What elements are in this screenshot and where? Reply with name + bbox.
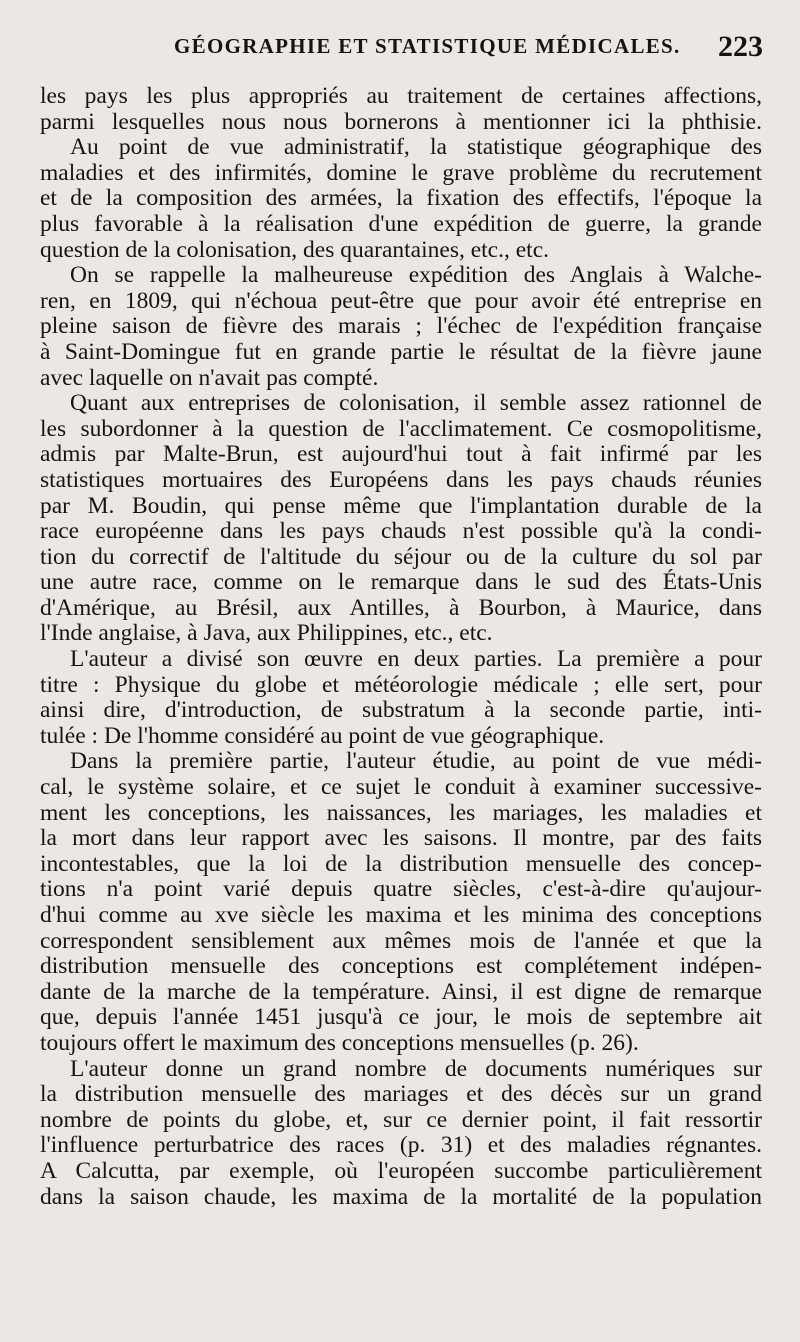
text-line: race européenne dans les pays chauds n'est possible qu'à la condi-	[40, 518, 762, 545]
text-line: toujours offert le maximum des conceptions mensuelles (p. 26).	[40, 1029, 639, 1056]
text-line: Au point de vue administratif, la statistique géographique des	[70, 134, 762, 161]
text-line: distribution mensuelle des conceptions est complétement indépen-	[40, 953, 762, 980]
text-line: cal, le système solaire, et ce sujet le conduit à examiner successive-	[40, 774, 762, 801]
page-number: 223	[718, 30, 763, 63]
text-line: pleine saison de fièvre des marais ; l'échec de l'expédition française	[40, 313, 762, 340]
text-line: plus favorable à la réalisation d'une expédition de guerre, la grande	[40, 210, 762, 237]
text-line: avec laquelle on n'avait pas compté.	[40, 364, 379, 391]
text-line: d'Amérique, au Brésil, aux Antilles, à Bourbon, à Maurice, dans	[40, 594, 762, 621]
page-header	[40, 30, 765, 68]
text-line: dante de la marche de la température. Ainsi, il est digne de remarque	[40, 978, 762, 1005]
text-line: tulée : De l'homme considéré au point de vue géographique.	[40, 722, 605, 749]
body-text	[40, 84, 762, 1210]
text-line: l'influence perturbatrice des races (p. 31) et des maladies régnantes.	[40, 1132, 762, 1159]
text-line: Quant aux entreprises de colonisation, il semble assez rationnel de	[70, 390, 762, 417]
text-line: tions n'a point varié depuis quatre siècles, c'est-à-dire qu'aujour-	[40, 876, 762, 903]
text-line: dans la saison chaude, les maxima de la mortalité de la population	[40, 1183, 762, 1210]
text-line: et de la composition des armées, la fixation des effectifs, l'époque la	[40, 185, 762, 212]
text-line: maladies et des infirmités, domine le grave problème du recrutement	[40, 159, 762, 186]
text-line: Dans la première partie, l'auteur étudie, au point de vue médi-	[70, 748, 762, 775]
text-line: statistiques mortuaires des Européens dans les pays chauds réunies	[40, 466, 762, 493]
text-line: à Saint-Domingue fut en grande partie le résultat de la fièvre jaune	[40, 338, 762, 365]
text-line: une autre race, comme on le remarque dans le sud des États-Unis	[40, 569, 762, 596]
text-line: ainsi dire, d'introduction, de substratum à la seconde partie, inti-	[40, 697, 762, 724]
text-line: la distribution mensuelle des mariages et des décès sur un grand	[40, 1081, 762, 1108]
text-line: les subordonner à la question de l'acclimatement. Ce cosmopolitisme,	[40, 415, 762, 442]
text-line: que, depuis l'année 1451 jusqu'à ce jour, le mois de septembre ait	[40, 1004, 762, 1031]
text-line: titre : Physique du globe et météorologie médicale ; elle sert, pour	[40, 671, 762, 698]
text-line: tion du correctif de l'altitude du séjour ou de la culture du sol par	[40, 543, 762, 570]
text-line: parmi lesquelles nous nous bornerons à mentionner ici la phthisie.	[40, 108, 762, 135]
text-line: les pays les plus appropriés au traitement de certaines affections,	[40, 83, 762, 109]
text-line: question de la colonisation, des quarantaines, etc., etc.	[40, 236, 550, 263]
text-line: L'auteur a divisé son œuvre en deux parties. La première a pour	[70, 646, 762, 673]
text-line: l'Inde anglaise, à Java, aux Philippines, etc., etc.	[40, 620, 493, 647]
text-line: On se rappelle la malheureuse expédition des Anglais à Walche-	[70, 262, 762, 289]
text-line: d'hui comme au xve siècle les maxima et les minima des conceptions	[40, 902, 762, 928]
text-line: correspondent sensiblement aux mêmes mois de l'année et que la	[40, 927, 762, 954]
text-line: ren, en 1809, qui n'échoua peut-être que pour avoir été entreprise en	[40, 287, 762, 314]
text-line: incontestables, que la loi de la distribution mensuelle des concep-	[40, 850, 762, 877]
text-line: par M. Boudin, qui pense même que l'implantation durable de la	[40, 492, 762, 519]
text-line: nombre de points du globe, et, sur ce dernier point, il fait ressortir	[40, 1106, 762, 1133]
text-line: A Calcutta, par exemple, où l'européen succombe particulièrement	[40, 1157, 762, 1184]
text-line: admis par Malte-Brun, est aujourd'hui tout à fait infirmé par les	[40, 441, 762, 468]
text-line: L'auteur donne un grand nombre de documents numériques sur	[70, 1055, 762, 1082]
running-head: GÉOGRAPHIE ET STATISTIQUE MÉDICALES.	[174, 34, 681, 58]
text-line: la mort dans leur rapport avec les saisons. Il montre, par des faits	[40, 825, 762, 852]
text-line: ment les conceptions, les naissances, les mariages, les maladies et	[40, 799, 762, 826]
